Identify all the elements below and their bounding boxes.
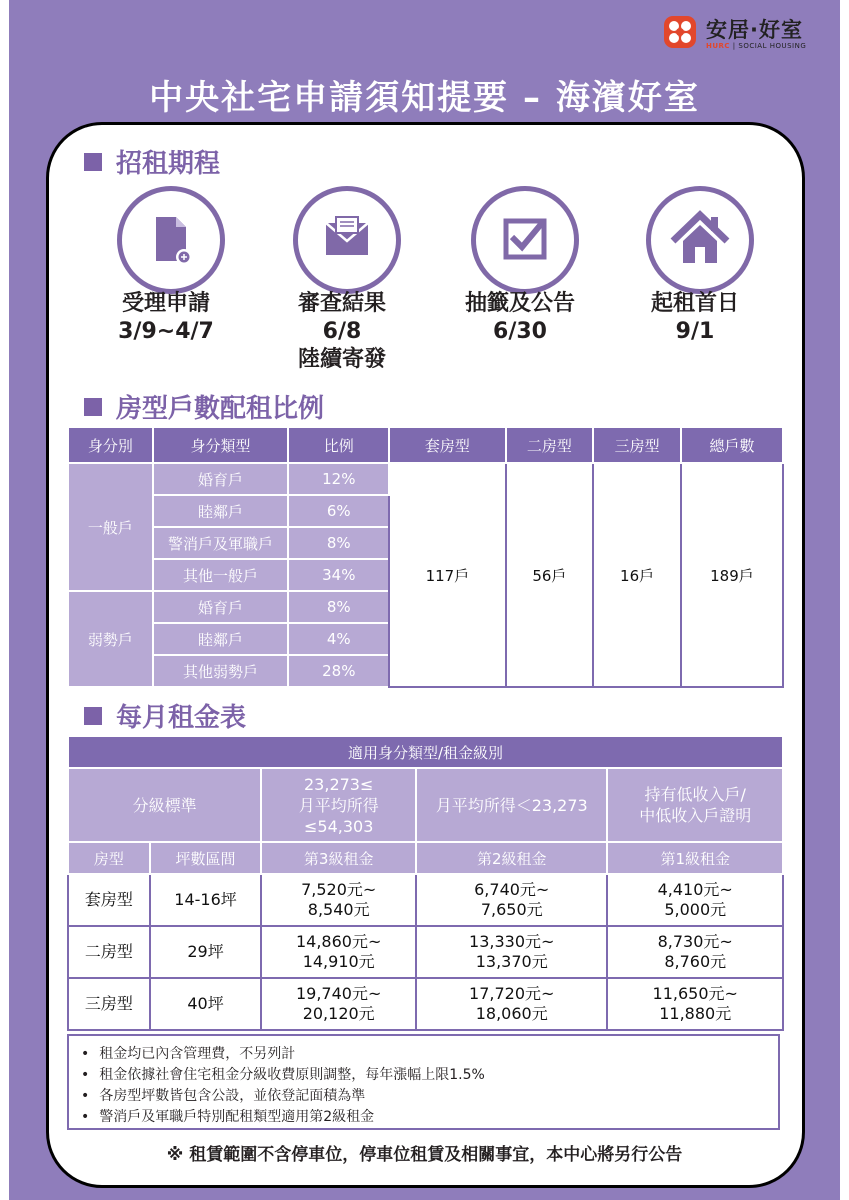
logo-subtitle: HURC | SOCIAL HOUSING xyxy=(706,42,807,50)
type-cell: 睦鄰戶 xyxy=(153,495,289,527)
criteria-level-1: 持有低收入戶/ 中低收入戶證明 xyxy=(607,768,783,842)
envelope-icon xyxy=(293,186,401,294)
schedule-step-lottery: 抽籤及公告 6/30 xyxy=(464,291,575,344)
schedule-step-review: 審查結果 6/8 陸續寄發 xyxy=(297,291,386,372)
footer-note: ※ 租賃範圍不含停車位，停車位租賃及相關事宜，本中心將另行公告 xyxy=(166,1145,683,1165)
header-cell: 二房型 xyxy=(506,427,594,463)
schedule-step-application: 受理申請 3/9~4/7 xyxy=(118,291,214,344)
header-cell: 第2級租金 xyxy=(416,842,607,874)
criteria-level-3: 23,273≤ 月平均所得 ≤54,303 xyxy=(261,768,416,842)
note-item: • 警消戶及軍職戶特別配租類型適用第2級租金 xyxy=(81,1107,766,1128)
count-two-room: 56戶 xyxy=(506,463,594,687)
header-cell: 坪數區間 xyxy=(150,842,262,874)
schedule-step-start: 起租首日 9/1 xyxy=(650,291,739,344)
rent-top-header: 適用身分類型/租金級別 xyxy=(68,736,783,768)
type-cell: 警消戶及軍職戶 xyxy=(153,527,289,559)
section-heading-schedule: 招租期程 xyxy=(84,143,220,180)
pct-cell: 6% xyxy=(288,495,389,527)
table-row xyxy=(68,926,783,978)
room-type-cell: 套房型 xyxy=(68,874,150,926)
rent-level-3-cell: 7,520元~ 8,540元 xyxy=(261,874,416,926)
pct-cell: 34% xyxy=(288,559,389,591)
document-icon xyxy=(117,186,225,294)
header-cell: 身分類型 xyxy=(153,427,289,463)
note-item: • 各房型坪數皆包含公設，並依登記面積為準 xyxy=(81,1086,766,1107)
brand-logo xyxy=(662,12,832,56)
header-cell: 身分別 xyxy=(68,427,153,463)
rent-level-3-cell: 14,860元~ 14,910元 xyxy=(261,926,416,978)
pct-cell: 8% xyxy=(288,527,389,559)
logo-text: 安居·好室 xyxy=(706,18,803,42)
pct-cell: 12% xyxy=(288,463,389,495)
header-cell: 套房型 xyxy=(389,427,505,463)
rent-criteria-row xyxy=(68,768,783,842)
count-total: 189戶 xyxy=(681,463,783,687)
type-cell: 婚育戶 xyxy=(153,591,289,623)
rent-level-2-cell: 6,740元~ 7,650元 xyxy=(416,874,607,926)
rent-level-1-cell: 4,410元~ 5,000元 xyxy=(607,874,783,926)
rent-level-2-cell: 17,720元~ 18,060元 xyxy=(416,978,607,1030)
header-cell: 總戶數 xyxy=(681,427,783,463)
section-heading-rent: 每月租金表 xyxy=(84,697,246,734)
grading-label: 分級標準 xyxy=(68,768,261,842)
pct-cell: 28% xyxy=(288,655,389,687)
type-cell: 其他一般戶 xyxy=(153,559,289,591)
table-row xyxy=(68,463,783,495)
header-cell: 三房型 xyxy=(593,427,681,463)
count-studio: 117戶 xyxy=(389,463,505,687)
rent-level-1-cell: 8,730元~ 8,760元 xyxy=(607,926,783,978)
header-cell: 第3級租金 xyxy=(261,842,416,874)
note-item: • 租金均已內含管理費，不另列計 xyxy=(81,1044,766,1065)
house-icon xyxy=(646,186,754,294)
criteria-level-2: 月平均所得＜23,273 xyxy=(416,768,607,842)
section-heading-allocation: 房型戶數配租比例 xyxy=(84,388,324,425)
header-cell: 比例 xyxy=(288,427,389,463)
rent-level-2-cell: 13,330元~ 13,370元 xyxy=(416,926,607,978)
room-type-cell: 三房型 xyxy=(68,978,150,1030)
size-cell: 29坪 xyxy=(150,926,262,978)
table-row xyxy=(68,978,783,1030)
type-cell: 婚育戶 xyxy=(153,463,289,495)
type-cell: 其他弱勢戶 xyxy=(153,655,289,687)
rent-table xyxy=(67,735,784,1031)
header-cell: 房型 xyxy=(68,842,150,874)
room-type-cell: 二房型 xyxy=(68,926,150,978)
type-cell: 睦鄰戶 xyxy=(153,623,289,655)
note-item: • 租金依據社會住宅租金分級收費原則調整，每年漲幅上限1.5% xyxy=(81,1065,766,1086)
notes-box xyxy=(67,1034,780,1130)
logo-mark-icon xyxy=(662,14,698,50)
count-three-room: 16戶 xyxy=(593,463,681,687)
allocation-header-row xyxy=(68,427,783,463)
size-cell: 40坪 xyxy=(150,978,262,1030)
checkbox-icon xyxy=(471,186,579,294)
rent-level-1-cell: 11,650元~ 11,880元 xyxy=(607,978,783,1030)
rent-level-3-cell: 19,740元~ 20,120元 xyxy=(261,978,416,1030)
pct-cell: 4% xyxy=(288,623,389,655)
page-title: 中央社宅申請須知提要 – 海濱好室 xyxy=(149,78,700,118)
allocation-table xyxy=(67,426,784,688)
pct-cell: 8% xyxy=(288,591,389,623)
rent-top-header-row xyxy=(68,736,783,768)
table-row xyxy=(68,874,783,926)
header-cell: 第1級租金 xyxy=(607,842,783,874)
group-label: 一般戶 xyxy=(68,463,153,591)
size-cell: 14-16坪 xyxy=(150,874,262,926)
rent-sub-header-row xyxy=(68,842,783,874)
group-label: 弱勢戶 xyxy=(68,591,153,687)
